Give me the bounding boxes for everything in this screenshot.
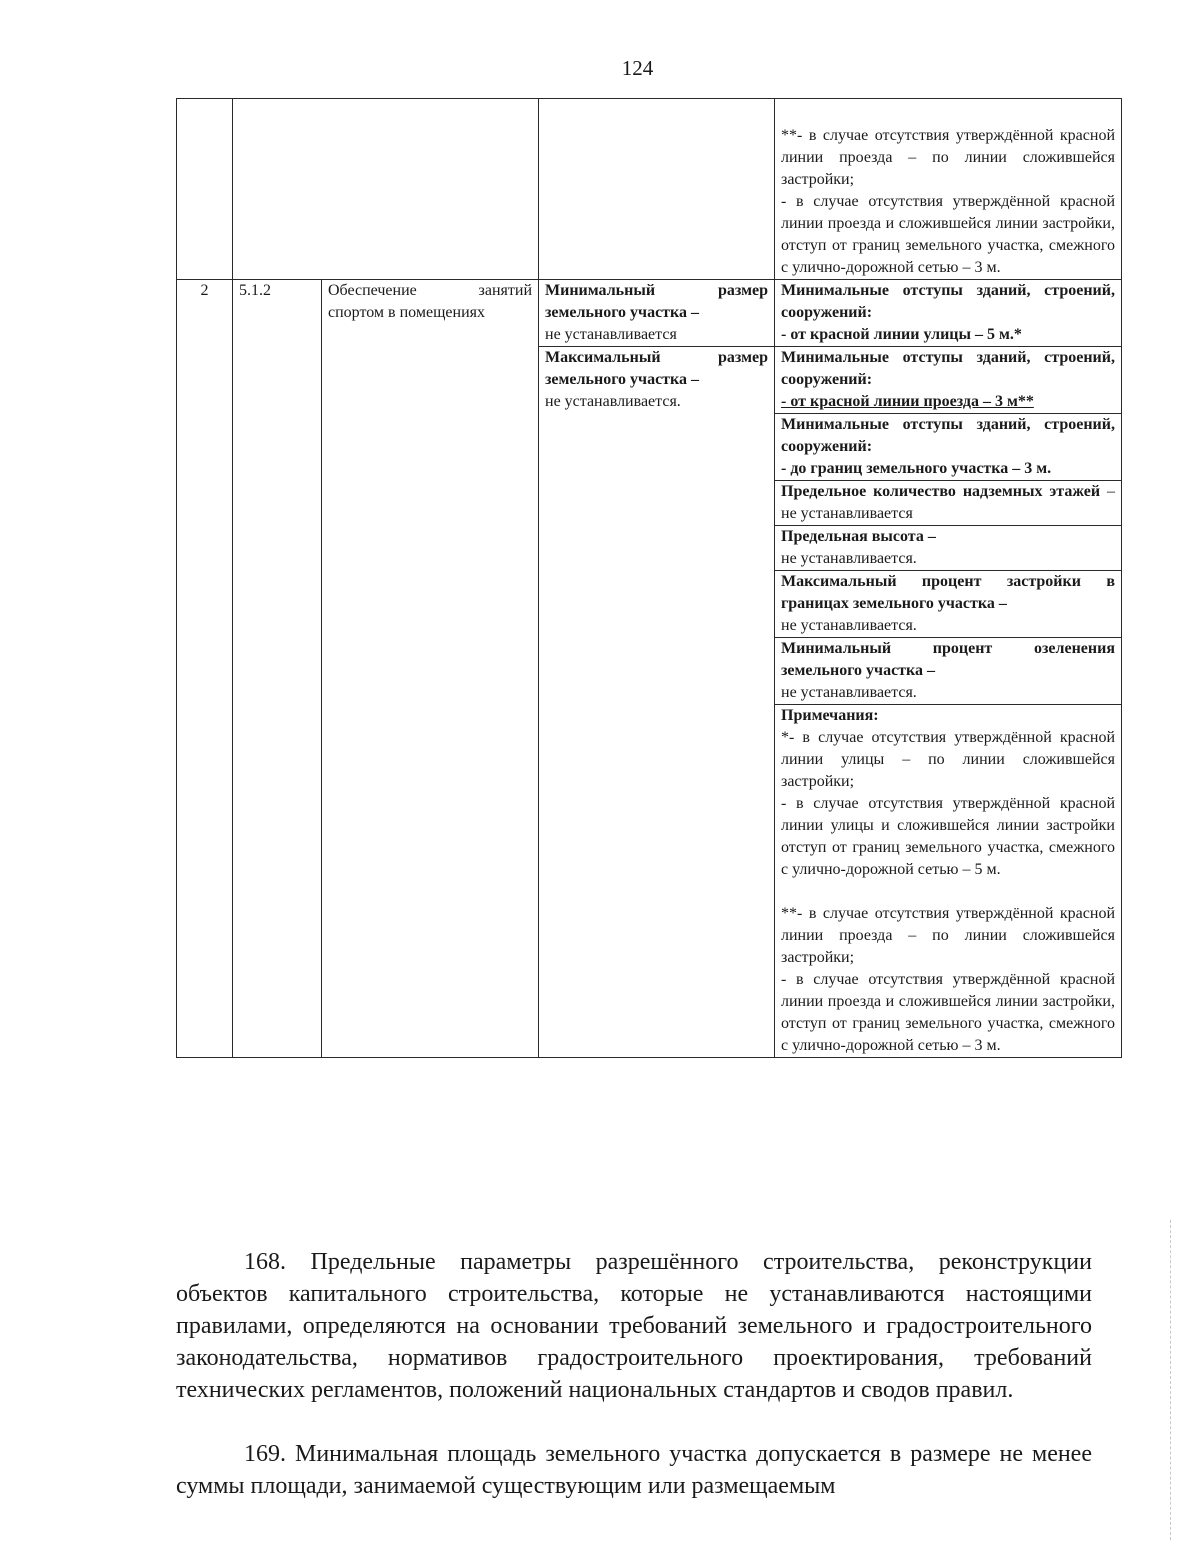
param-cell	[775, 280, 1122, 347]
max-size-cell	[539, 347, 775, 1058]
notes-title: Примечания:	[781, 707, 879, 724]
param-value: не устанавливается.	[781, 684, 917, 701]
max-size-value: не устанавливается.	[545, 393, 681, 410]
paragraph-text: 168. Предельные параметры разрешённого строительства, реконструкции объектов капитального строительства, которые не устанавливаются настоящими правилами, определяются на основании требований земельного и градостроительного законодательства, нормативов градостроительного проектирования, требований технических регламентов, положений национальных стандартов и сводов правил.	[176, 1249, 1092, 1403]
param-value: - от красной линии улицы – 5 м.*	[781, 326, 1022, 343]
param-cell	[775, 526, 1122, 571]
cell-num	[177, 99, 233, 280]
use-code: 5.1.2	[233, 280, 322, 1058]
paragraph-168	[176, 1246, 1092, 1406]
paragraph-text: 169. Минимальная площадь земельного участка допускается в размере не менее суммы площади, занимаемой существующим или размещаемым	[176, 1441, 1092, 1499]
parameters-table	[176, 98, 1122, 1058]
param-cell	[775, 347, 1122, 414]
max-size-title: Максимальный размер земельного участка –	[545, 349, 768, 388]
use-name: Обеспечение занятий спортом в помещениях	[322, 280, 539, 1058]
note-text: **- в случае отсутствия утверждённой красной линии проезда – по линии сложившейся застройки;	[781, 127, 1115, 188]
cell-notes-continued	[775, 99, 1122, 280]
min-size-cell	[539, 280, 775, 347]
paragraph-169	[176, 1438, 1092, 1502]
param-value: не устанавливается.	[781, 617, 917, 634]
param-title: Предельное количество надземных этажей	[781, 483, 1101, 500]
min-size-title: Минимальный размер земельного участка –	[545, 282, 768, 321]
param-title: Минимальные отступы зданий, строений, сооружений:	[781, 349, 1115, 388]
param-title: Минимальные отступы зданий, строений, сооружений:	[781, 416, 1115, 455]
row-number: 2	[177, 280, 233, 1058]
note-text: - в случае отсутствия утверждённой красной линии проезда и сложившейся линии застройки, отступ от границ земельного участка, смежного с улично-дорожной сетью – 3 м.	[781, 971, 1115, 1054]
param-cell	[775, 638, 1122, 705]
note-text: *- в случае отсутствия утверждённой красной линии улицы – по линии сложившейся застройки;	[781, 729, 1115, 790]
param-value: - от красной линии проезда – 3 м**	[781, 393, 1034, 410]
note-text: - в случае отсутствия утверждённой красной линии улицы и сложившейся линии застройки отступ от границ земельного участка, смежного с улично-дорожной сетью – 5 м.	[781, 795, 1115, 878]
param-title: Максимальный процент застройки в границах земельного участка –	[781, 573, 1115, 612]
param-value: – не устанавливается	[781, 483, 1115, 522]
param-title: Минимальный процент озеленения земельного участка –	[781, 640, 1115, 679]
cell-size	[539, 99, 775, 280]
table-row	[177, 280, 1122, 347]
cell-code-name	[233, 99, 539, 280]
note-text: **- в случае отсутствия утверждённой красной линии проезда – по линии сложившейся застройки;	[781, 905, 1115, 966]
param-value: - до границ земельного участка – 3 м.	[781, 460, 1052, 477]
scan-edge-line	[1170, 1220, 1172, 1540]
param-value: не устанавливается.	[781, 550, 917, 567]
param-cell	[775, 481, 1122, 526]
param-cell	[775, 414, 1122, 481]
param-title: Предельная высота –	[781, 528, 936, 545]
page-number: 124	[621, 56, 654, 80]
table-row-continuation	[177, 99, 1122, 280]
note-text: - в случае отсутствия утверждённой красной линии проезда и сложившейся линии застройки, отступ от границ земельного участка, смежного с улично-дорожной сетью – 3 м.	[781, 193, 1115, 276]
min-size-value: не устанавливается	[545, 326, 677, 343]
notes-cell	[775, 705, 1122, 1058]
param-title: Минимальные отступы зданий, строений, сооружений:	[781, 282, 1115, 321]
param-cell	[775, 571, 1122, 638]
